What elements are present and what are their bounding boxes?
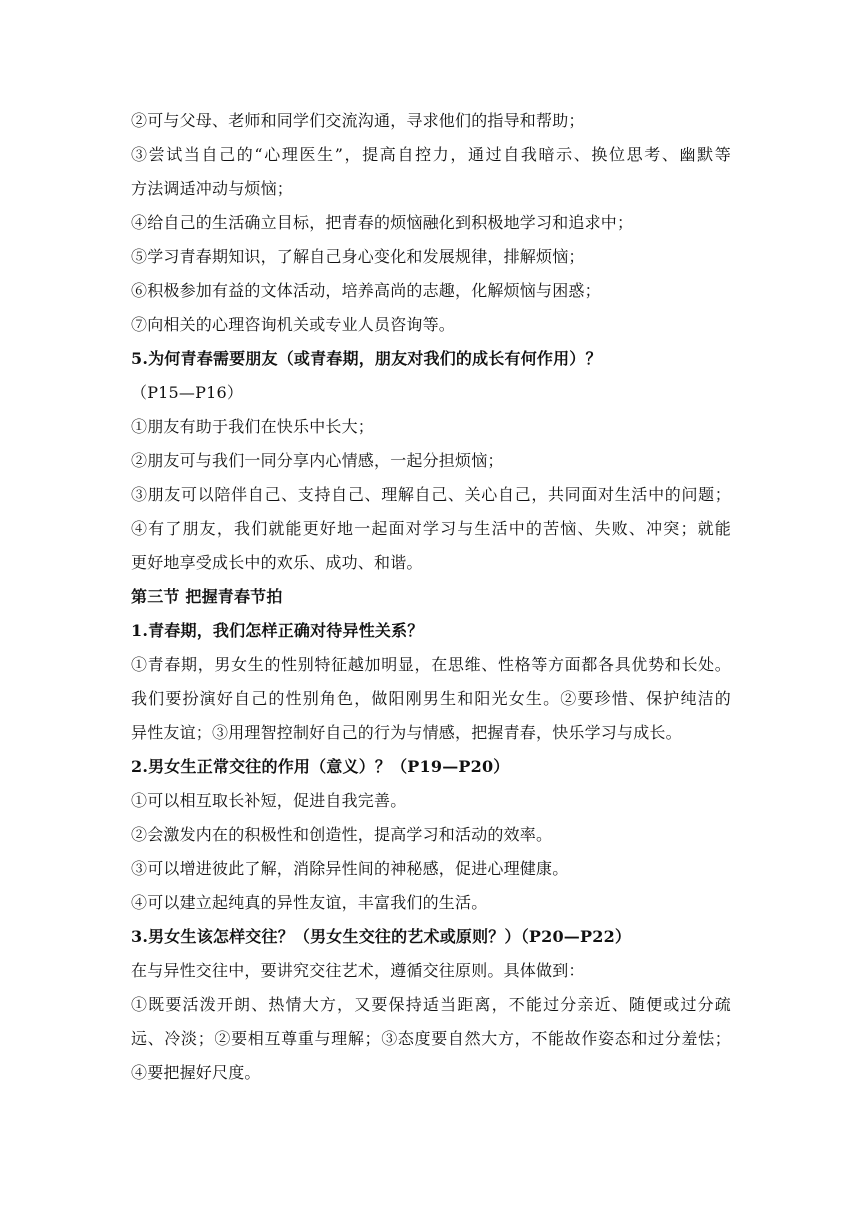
question-heading: 3.男女生该怎样交往？（男女生交往的艺术或原则？）（P20—P22） (131, 927, 632, 946)
text-line: ④要把握好尺度。 (131, 1063, 261, 1082)
text-line: ③可以增进彼此了解，消除异性间的神秘感，促进心理健康。 (131, 859, 569, 878)
text-line: ②朋友可与我们一同分享内心情感，一起分担烦恼； (131, 451, 504, 470)
text-line: ⑥积极参加有益的文体活动，培养高尚的志趣，化解烦恼与困惑； (131, 281, 601, 300)
text-line: ②可与父母、老师和同学们交流沟通，寻求他们的指导和帮助； (131, 111, 585, 130)
section-heading: 第三节 把握青春节拍 (131, 587, 283, 606)
text-line: ④可以建立起纯真的异性友谊，丰富我们的生活。 (131, 893, 488, 912)
text-line: 更好地享受成长中的欢乐、成功、和谐。 (131, 553, 423, 572)
question-heading: 1.青春期，我们怎样正确对待异性关系？ (131, 621, 424, 640)
text-line: ③尝试当自己的“心理医生”，提高自控力，通过自我暗示、换位思考、幽默等 (131, 145, 731, 164)
text-line: ③朋友可以陪伴自己、支持自己、理解自己、关心自己，共同面对生活中的问题； (131, 485, 731, 504)
text-line: ④给自己的生活确立目标，把青春的烦恼融化到积极地学习和追求中； (131, 213, 634, 232)
text-line: ①朋友有助于我们在快乐中长大； (131, 417, 375, 436)
document-page (131, 104, 731, 1090)
text-line: 方法调适冲动与烦恼； (131, 179, 294, 198)
text-line: ②会激发内在的积极性和创造性，提高学习和活动的效率。 (131, 825, 553, 844)
text-line: 在与异性交往中，要讲究交往艺术，遵循交往原则。具体做到： (131, 961, 585, 980)
text-line: ①可以相互取长补短，促进自我完善。 (131, 791, 407, 810)
text-line: ⑤学习青春期知识，了解自己身心变化和发展规律，排解烦恼； (131, 247, 585, 266)
text-line: ④有了朋友，我们就能更好地一起面对学习与生活中的苦恼、失败、冲突；就能 (131, 519, 731, 538)
page-reference: （P15—P16） (131, 383, 244, 402)
text-line: 远、冷淡；②要相互尊重与理解；③态度要自然大方，不能故作姿态和过分羞怯； (131, 1029, 731, 1048)
question-heading: 5.为何青春需要朋友（或青春期，朋友对我们的成长有何作用）？ (131, 349, 602, 368)
text-line: ①青春期，男女生的性别特征越加明显，在思维、性格等方面都各具优势和长处。 (131, 655, 731, 674)
text-line: 我们要扮演好自己的性别角色，做阳刚男生和阳光女生。②要珍惜、保护纯洁的 (131, 689, 731, 708)
text-line: ①既要活泼开朗、热情大方，又要保持适当距离，不能过分亲近、随便或过分疏 (131, 995, 731, 1014)
text-line: ⑦向相关的心理咨询机关或专业人员咨询等。 (131, 315, 456, 334)
text-line: 异性友谊；③用理智控制好自己的行为与情感，把握青春，快乐学习与成长。 (131, 723, 682, 742)
question-heading: 2.男女生正常交往的作用（意义）？（P19—P20） (131, 757, 510, 776)
